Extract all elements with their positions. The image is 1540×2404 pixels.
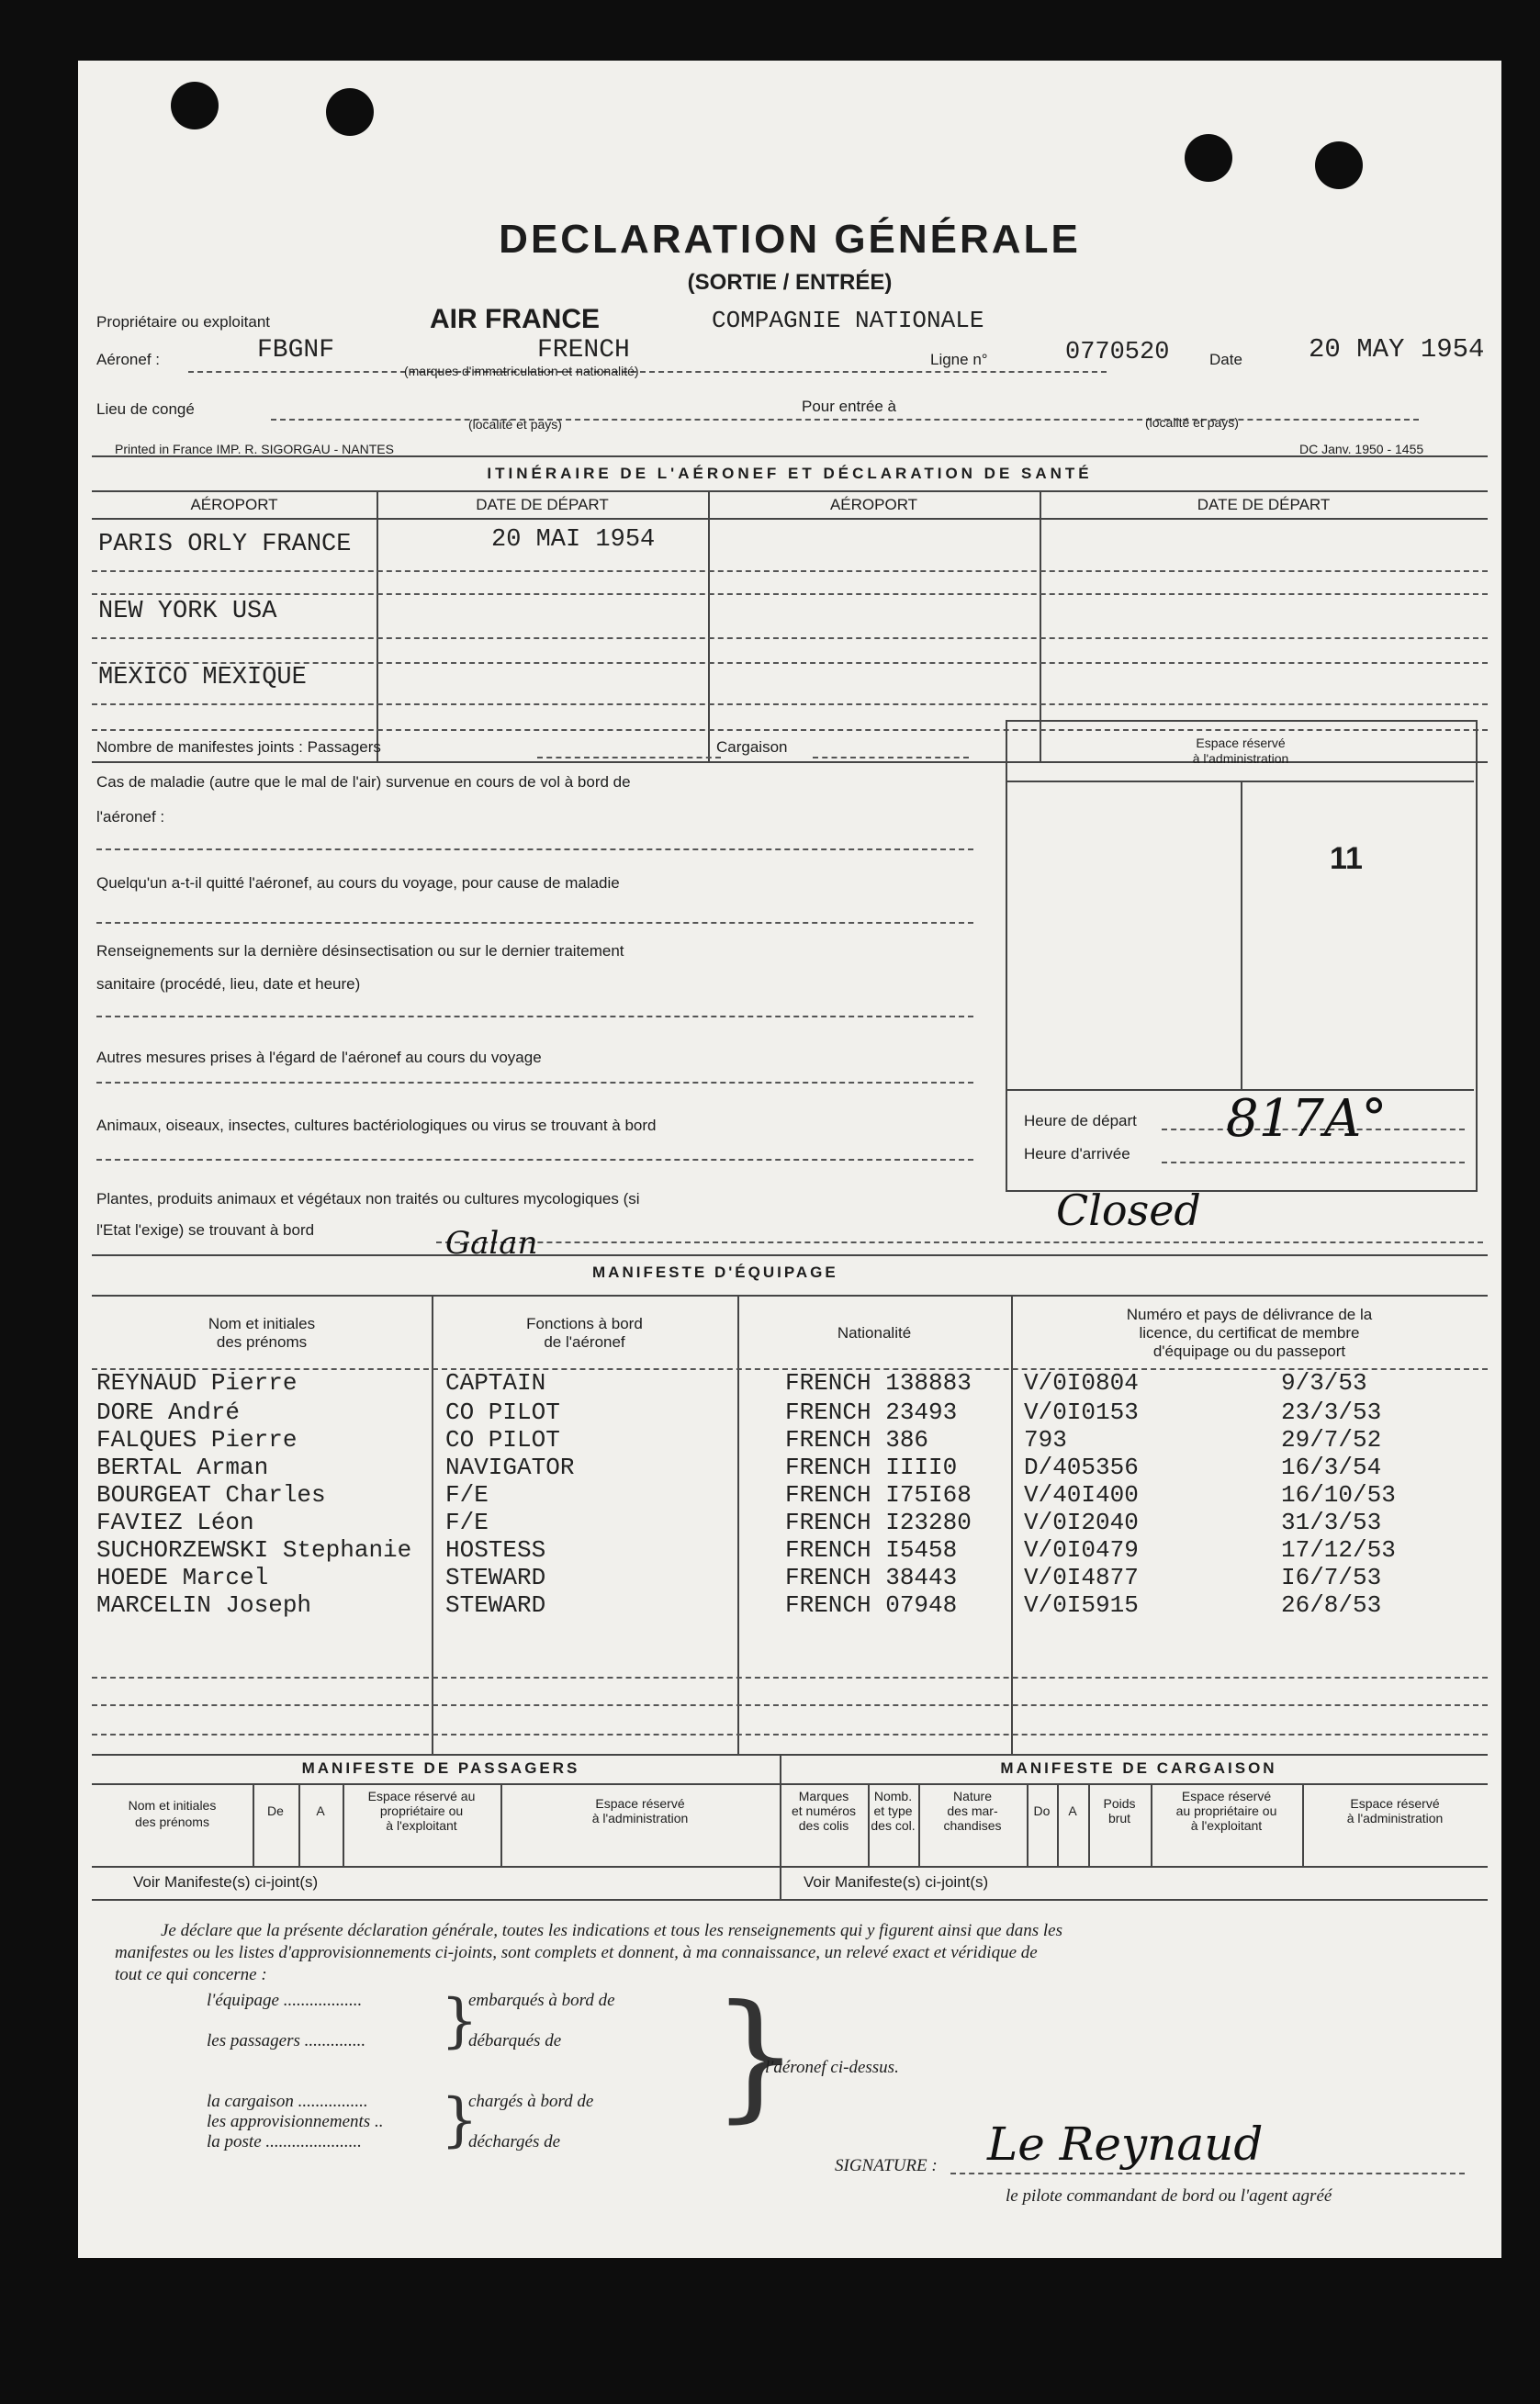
signature-handwritten: Le Reynaud <box>987 2118 1264 2171</box>
declaration-line-3: tout ce qui concerne : <box>115 1965 267 1984</box>
punch-hole <box>1185 134 1232 182</box>
cargo-col-marques-3: des colis <box>798 1818 849 1833</box>
cargo-col-nature-2: des mar- <box>947 1803 998 1818</box>
brace-left-top: } <box>441 1987 478 2055</box>
decl-decharges: déchargés de <box>468 2132 561 2151</box>
pax-col-nom-2: des prénoms <box>135 1814 209 1829</box>
form-sheet <box>78 61 1501 2258</box>
closed-handwritten: Closed <box>1056 1185 1201 1235</box>
cargo-col-nomb: Nomb. <box>873 1789 913 1803</box>
date-label: Date <box>1209 351 1242 368</box>
signature-label: SIGNATURE : <box>835 2156 938 2175</box>
localite-left: (localité et pays) <box>468 417 562 432</box>
decl-cargaison: la cargaison ................ <box>207 2092 368 2111</box>
itinerary-airport-2: NEW YORK USA <box>98 598 277 625</box>
ligne-value: 0770520 <box>1065 339 1170 366</box>
punch-hole <box>171 82 219 129</box>
crew-col-numero-3: d'équipage ou du passeport <box>1152 1342 1346 1360</box>
mesures-text: Autres mesures prises à l'égard de l'aéronef au cours du voyage <box>96 1049 542 1066</box>
crew-col-fonctions: Fonctions à bord <box>526 1315 643 1332</box>
cargo-col-marques: Marques <box>798 1789 849 1803</box>
crew-licence: D/405356 <box>1024 1454 1139 1481</box>
cargo-col-a: A <box>1068 1803 1077 1818</box>
crew-licence-date: 16/10/53 <box>1281 1481 1396 1509</box>
col-date-depart-2: DATE DE DÉPART <box>1197 496 1331 513</box>
plantes-text: Plantes, produits animaux et végétaux non traités ou cultures mycologiques (si <box>96 1190 640 1208</box>
cargo-col-poids-2: brut <box>1107 1811 1131 1825</box>
crew-nationality: FRENCH 23493 <box>785 1399 958 1426</box>
crew-function: CO PILOT <box>445 1399 560 1426</box>
compagnie-value: COMPAGNIE NATIONALE <box>712 307 984 334</box>
crew-licence: V/0I0804 <box>1024 1369 1139 1397</box>
ligne-label: Ligne n° <box>930 351 988 368</box>
cargo-col-nature-3: chandises <box>943 1818 1002 1833</box>
crew-nationality: FRENCH 138883 <box>785 1369 972 1397</box>
admin-title-2: à l'administration <box>1192 751 1289 766</box>
crew-nationality: FRENCH I5458 <box>785 1536 958 1564</box>
itinerary-title: ITINÉRAIRE DE L'AÉRONEF ET DÉCLARATION DE SANTÉ <box>487 465 1093 482</box>
pilote-caption: le pilote commandant de bord ou l'agent agréé <box>1006 2186 1332 2206</box>
crew-licence-date: 31/3/53 <box>1281 1509 1382 1536</box>
crew-function: CO PILOT <box>445 1426 560 1454</box>
punch-hole <box>326 88 374 136</box>
crew-col-numero-2: licence, du certificat de membre <box>1139 1324 1360 1342</box>
crew-title: MANIFESTE D'ÉQUIPAGE <box>592 1264 838 1281</box>
crew-licence: V/0I0479 <box>1024 1536 1139 1564</box>
printer-line: Printed in France IMP. R. SIGORGAU - NANTES <box>115 442 394 456</box>
itinerary-date-1: 20 MAI 1954 <box>491 526 656 554</box>
crew-licence: 793 <box>1024 1426 1067 1454</box>
pax-voir-manifeste: Voir Manifeste(s) ci-joint(s) <box>133 1873 319 1891</box>
pax-col-de: De <box>267 1803 284 1818</box>
renseign-text-2: sanitaire (procédé, lieu, date et heure) <box>96 975 361 993</box>
itinerary-airport-3: MEXICO MEXIQUE <box>98 664 307 691</box>
crew-licence-date: 23/3/53 <box>1281 1399 1382 1426</box>
cargo-col-prop-2: au propriétaire ou <box>1175 1803 1277 1818</box>
admin-title: Espace réservé <box>1196 736 1286 750</box>
form-title: DECLARATION GÉNÉRALE <box>499 217 1081 262</box>
cargo-voir-manifeste: Voir Manifeste(s) ci-joint(s) <box>804 1873 989 1891</box>
cargo-col-nature: Nature <box>952 1789 993 1803</box>
crew-name: FALQUES Pierre <box>96 1426 298 1454</box>
cargaison-label: Cargaison <box>716 738 788 756</box>
crew-nationality: FRENCH I75I68 <box>785 1481 972 1509</box>
plantes-text-2: l'Etat l'exige) se trouvant à bord <box>96 1221 315 1239</box>
crew-name: DORE André <box>96 1399 241 1426</box>
crew-licence: V/0I2040 <box>1024 1509 1139 1536</box>
crew-licence-date: 17/12/53 <box>1281 1536 1396 1564</box>
aeronef-label: Aéronef : <box>96 351 160 368</box>
crew-col-fonctions-2: de l'aéronef <box>544 1333 625 1351</box>
crew-licence-date: 29/7/52 <box>1281 1426 1382 1454</box>
crew-col-nom: Nom et initiales <box>208 1315 316 1332</box>
pax-col-a: A <box>316 1803 325 1818</box>
brace-right: } <box>712 1976 800 2136</box>
maladie-text: Cas de maladie (autre que le mal de l'air) survenue en cours de vol à bord de <box>96 773 631 791</box>
crew-licence: V/40I400 <box>1024 1481 1139 1509</box>
decl-embarques: embarqués à bord de <box>468 1991 615 2010</box>
crew-nationality: FRENCH 38443 <box>785 1564 958 1591</box>
depart-handwritten: 817A° <box>1226 1089 1388 1149</box>
crew-function: NAVIGATOR <box>445 1454 575 1481</box>
col-aeroport-2: AÉROPORT <box>829 496 918 513</box>
cargo-col-poids: Poids <box>1103 1796 1136 1811</box>
crew-name: HOEDE Marcel <box>96 1564 269 1591</box>
decl-aeronef: l'aéronef ci-dessus. <box>765 2058 899 2077</box>
punch-hole <box>1315 141 1363 189</box>
crew-name: FAVIEZ Léon <box>96 1509 254 1536</box>
heure-depart-label: Heure de départ <box>1024 1112 1137 1129</box>
decl-passagers: les passagers .............. <box>207 2031 366 2050</box>
marques-caption: (marques d'immatriculation et nationalité) <box>404 364 639 378</box>
admin-number: 11 <box>1330 841 1363 876</box>
crew-function: STEWARD <box>445 1564 546 1591</box>
quitte-text: Quelqu'un a-t-il quitté l'aéronef, au cours du voyage, pour cause de maladie <box>96 874 620 892</box>
crew-name: SUCHORZEWSKI Stephanie <box>96 1536 412 1564</box>
itinerary-airport-1: PARIS ORLY FRANCE <box>98 531 352 558</box>
crew-licence-date: I6/7/53 <box>1281 1564 1382 1591</box>
crew-function: F/E <box>445 1481 489 1509</box>
crew-nationality: FRENCH 386 <box>785 1426 929 1454</box>
crew-licence: V/0I0153 <box>1024 1399 1139 1426</box>
form-ref: DC Janv. 1950 - 1455 <box>1299 442 1424 456</box>
crew-name: MARCELIN Joseph <box>96 1591 312 1619</box>
crew-col-nom-2: des prénoms <box>216 1333 308 1351</box>
pax-col-admin: Espace réservé <box>595 1796 685 1811</box>
cargo-col-prop: Espace réservé <box>1181 1789 1272 1803</box>
cargo-col-marques-2: et numéros <box>791 1803 857 1818</box>
cargo-title: MANIFESTE DE CARGAISON <box>1000 1759 1277 1777</box>
declaration-line-1: Je déclare que la présente déclaration générale, toutes les indications et tous les renseignements qui y figurent ainsi que dans les <box>161 1921 1062 1940</box>
localite-right: (localité et pays) <box>1145 415 1239 430</box>
form-subtitle: (SORTIE / ENTRÉE) <box>687 270 893 295</box>
proprietaire-label: Propriétaire ou exploitant <box>96 313 271 331</box>
pax-col-prop: Espace réservé au <box>367 1789 476 1803</box>
crew-licence: V/0I5915 <box>1024 1591 1139 1619</box>
crew-hand-note: Galan <box>445 1225 538 1262</box>
crew-function: F/E <box>445 1509 489 1536</box>
brace-left-bottom: } <box>441 2086 478 2154</box>
maladie-text-2: l'aéronef : <box>96 808 165 826</box>
aeronef-value: FBGNF <box>257 336 335 365</box>
pax-col-prop-3: à l'exploitant <box>386 1818 457 1833</box>
crew-name: REYNAUD Pierre <box>96 1369 298 1397</box>
crew-licence: V/0I4877 <box>1024 1564 1139 1591</box>
animaux-text: Animaux, oiseaux, insectes, cultures bactériologiques ou virus se trouvant à bord <box>96 1117 657 1134</box>
pax-col-nom: Nom et initiales <box>128 1798 217 1813</box>
crew-function: STEWARD <box>445 1591 546 1619</box>
date-value: 20 MAY 1954 <box>1309 334 1485 365</box>
col-date-depart: DATE DE DÉPART <box>476 496 609 513</box>
crew-name: BOURGEAT Charles <box>96 1481 326 1509</box>
cargo-col-de: Do <box>1033 1803 1051 1818</box>
cargo-col-admin: Espace réservé <box>1350 1796 1440 1811</box>
nationalite-value: FRENCH <box>537 336 630 365</box>
crew-nationality: FRENCH I23280 <box>785 1509 972 1536</box>
crew-nationality: FRENCH 07948 <box>785 1591 958 1619</box>
cargo-col-admin-2: à l'administration <box>1346 1811 1444 1825</box>
crew-function: HOSTESS <box>445 1536 546 1564</box>
decl-charges: chargés à bord de <box>468 2092 594 2111</box>
crew-licence-date: 9/3/53 <box>1281 1369 1367 1397</box>
pax-col-prop-2: propriétaire ou <box>379 1803 464 1818</box>
declaration-line-2: manifestes ou les listes d'approvisionnements ci-joints, sont complets et donnent, à ma connaissance, un relevé exact et véridique de <box>115 1943 1038 1962</box>
decl-equipage: l'équipage .................. <box>207 1991 363 2010</box>
crew-licence-date: 16/3/54 <box>1281 1454 1382 1481</box>
decl-poste: la poste ...................... <box>207 2132 362 2151</box>
crew-col-nationalite: Nationalité <box>837 1324 912 1342</box>
cargo-col-prop-3: à l'exploitant <box>1190 1818 1263 1833</box>
manifestes-label: Nombre de manifestes joints : Passagers <box>96 738 381 756</box>
cargo-col-nomb-3: des col. <box>871 1818 916 1833</box>
proprietaire-value: AIR FRANCE <box>430 304 600 334</box>
decl-approvisionnements: les approvisionnements .. <box>207 2112 384 2131</box>
crew-licence-date: 26/8/53 <box>1281 1591 1382 1619</box>
crew-name: BERTAL Arman <box>96 1454 269 1481</box>
crew-nationality: FRENCH IIII0 <box>785 1454 958 1481</box>
heure-arrivee-label: Heure d'arrivée <box>1024 1145 1130 1163</box>
crew-col-numero: Numéro et pays de délivrance de la <box>1126 1306 1373 1323</box>
pax-col-admin-2: à l'administration <box>591 1811 689 1825</box>
lieu-label: Lieu de congé <box>96 400 195 418</box>
crew-function: CAPTAIN <box>445 1369 546 1397</box>
decl-debarques: débarqués de <box>468 2031 562 2050</box>
col-aeroport: AÉROPORT <box>190 496 278 513</box>
renseign-text: Renseignements sur la dernière désinsectisation ou sur le dernier traitement <box>96 942 624 960</box>
entree-label: Pour entrée à <box>802 398 897 415</box>
passengers-title: MANIFESTE DE PASSAGERS <box>301 1759 580 1777</box>
cargo-col-nomb-2: et type <box>873 1803 913 1818</box>
